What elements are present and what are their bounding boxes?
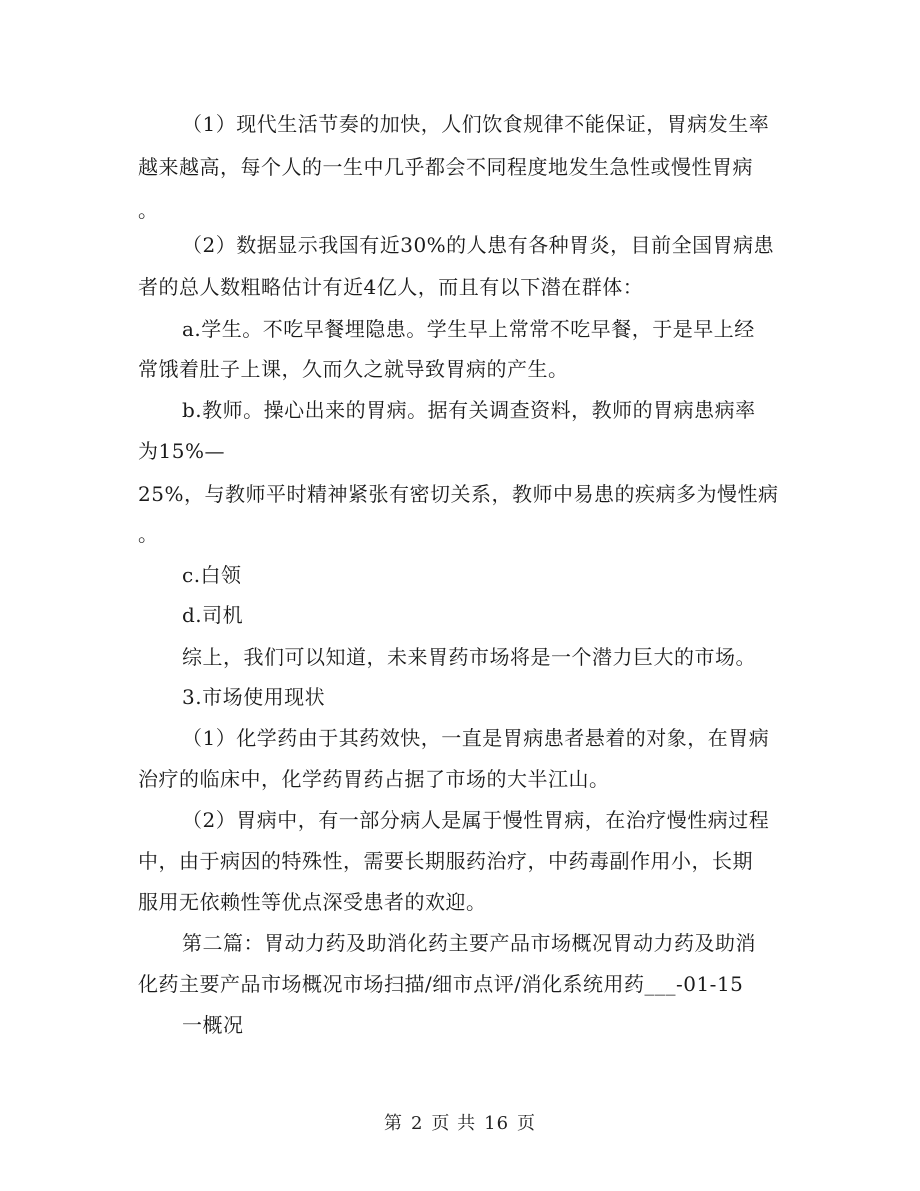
footer-page-number: 2 bbox=[410, 1113, 424, 1134]
section-heading: 3.市场使用现状 bbox=[182, 685, 326, 709]
paragraph-line: （1）现代生活节奏的加快，人们饮食规律不能保证，胃病发生率 bbox=[182, 112, 770, 136]
paragraph-line: 越来越高，每个人的一生中几乎都会不同程度地发生急性或慢性胃病 bbox=[138, 155, 753, 179]
paragraph-line: 服用无依赖性等优点深受患者的欢迎。 bbox=[138, 890, 487, 914]
footer-middle: 页 共 bbox=[431, 1113, 477, 1134]
footer-prefix: 第 bbox=[383, 1113, 403, 1134]
paragraph-line: 。 bbox=[138, 198, 159, 222]
paragraph-line: b.教师。操心出来的胃病。据有关调查资料，教师的胃病患病率 bbox=[182, 398, 756, 422]
paragraph-line: 综上，我们可以知道，未来胃药市场将是一个潜力巨大的市场。 bbox=[182, 645, 756, 669]
paragraph-line: 中，由于病因的特殊性，需要长期服药治疗，中药毒副作用小，长期 bbox=[138, 849, 753, 873]
list-item: c.白领 bbox=[182, 563, 242, 587]
paragraph-line: 第二篇：胃动力药及助消化药主要产品市场概况胃动力药及助消 bbox=[182, 931, 756, 955]
paragraph-line: 者的总人数粗略估计有近4亿人，而且有以下潜在群体： bbox=[138, 275, 644, 299]
paragraph-line: （1）化学药由于其药效快，一直是胃病患者悬着的对象，在胃病 bbox=[182, 726, 770, 750]
paragraph-line: a.学生。不吃早餐埋隐患。学生早上常常不吃早餐，于是早上经 bbox=[182, 317, 755, 341]
paragraph-line: 化药主要产品市场概况市场扫描/细市点评/消化系统用药___-01-15 bbox=[138, 972, 744, 996]
footer-suffix: 页 bbox=[517, 1113, 537, 1134]
paragraph-line: （2）胃病中，有一部分病人是属于慢性胃病，在治疗慢性病过程 bbox=[182, 808, 770, 832]
paragraph-line: 25%，与教师平时精神紧张有密切关系，教师中易患的疾病多为慢性病 bbox=[138, 482, 779, 506]
paragraph-line: 为15%— bbox=[138, 439, 225, 463]
paragraph-line: 治疗的临床中，化学药胃药占据了市场的大半江山。 bbox=[138, 767, 610, 791]
paragraph-line: 常饿着肚子上课，久而久之就导致胃病的产生。 bbox=[138, 357, 569, 381]
paragraph-line: （2）数据显示我国有近30%的人患有各种胃炎，目前全国胃病患 bbox=[182, 233, 775, 257]
list-item: d.司机 bbox=[182, 603, 244, 627]
paragraph-line: 。 bbox=[138, 522, 159, 546]
footer-total-pages: 16 bbox=[484, 1113, 510, 1134]
page-footer bbox=[0, 1112, 920, 1136]
section-heading: 一概况 bbox=[182, 1013, 244, 1037]
